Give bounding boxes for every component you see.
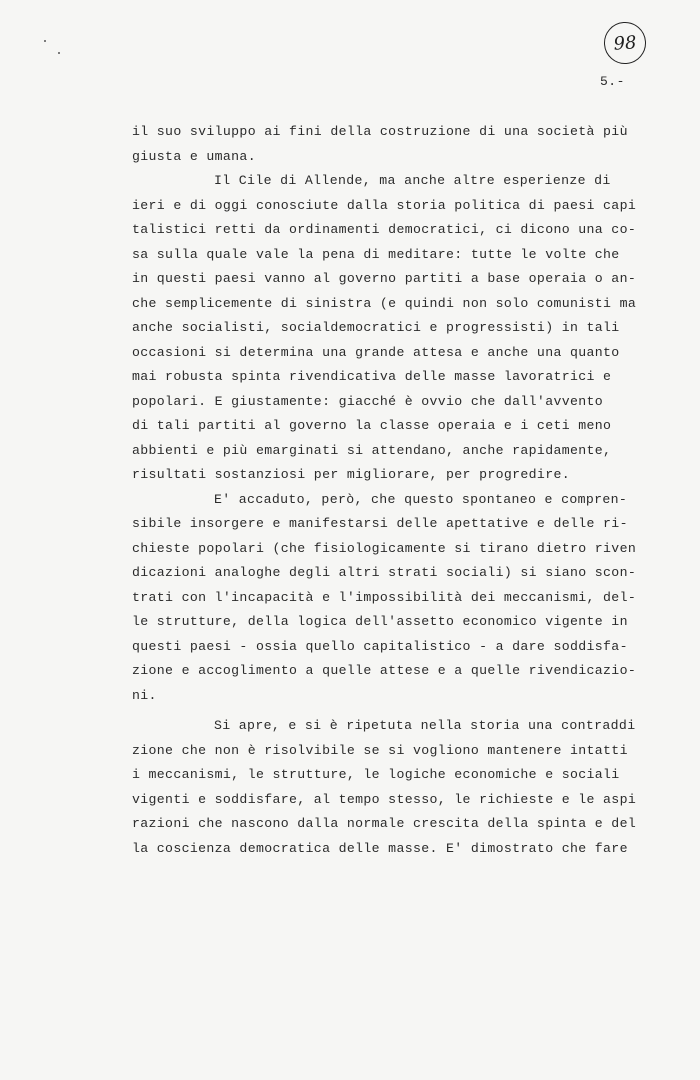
text-line: popolari. E giustamente: giacché è ovvio che dall'avvento (132, 393, 604, 409)
text-line: talistici retti da ordinamenti democratici, ci dicono una co- (132, 222, 637, 237)
text-line: ni. (132, 687, 157, 703)
typewritten-body (132, 120, 652, 861)
paragraph-4 (132, 714, 652, 861)
text-line: Il Cile di Allende, ma anche altre esperienze di (214, 173, 611, 188)
text-line: abbienti e più emarginati si attendano, anche rapidamente, (132, 442, 612, 458)
text-line: le strutture, della logica dell'assetto economico vigente in (132, 614, 628, 629)
text-line: questi paesi - ossia quello capitalistico - a dare soddisfa- (132, 638, 628, 654)
text-line: la coscienza democratica delle masse. E' dimostrato che fare (132, 840, 628, 856)
text-line: ieri e di oggi conosciute dalla storia politica di paesi capi (132, 197, 637, 213)
text-line: E' accaduto, però, che questo spontaneo e compren- (214, 491, 628, 507)
text-line: dicazioni analoghe degli altri strati sociali) si siano scon- (132, 565, 637, 580)
paragraph-2 (132, 169, 652, 488)
text-line: che semplicemente di sinistra (e quindi non solo comunisti ma (132, 295, 637, 311)
text-line: mai robusta spinta rivendicativa delle masse lavoratrici e (132, 369, 612, 384)
text-line: chieste popolari (che fisiologicamente si tirano dietro riven (132, 540, 637, 556)
text-line: zione e accoglimento a quelle attese e a quelle rivendicazio- (132, 663, 637, 678)
text-line: zione che non è risolvibile se si vogliono mantenere intatti (132, 742, 628, 758)
text-line: Si apre, e si è ripetuta nella storia una contraddi (214, 718, 636, 733)
text-line: anche socialisti, socialdemocratici e progressisti) in tali (132, 320, 620, 335)
text-line: risultati sostanziosi per migliorare, per progredire. (132, 467, 570, 482)
paragraph-3 (132, 488, 652, 709)
text-line: giusta e umana. (132, 148, 256, 164)
page-number: 5.- (600, 74, 625, 89)
paragraph-1 (132, 120, 652, 169)
folio-stamp (603, 21, 648, 66)
text-line: vigenti e soddisfare, al tempo stesso, le richieste e le aspi (132, 791, 637, 807)
scan-speck (58, 52, 60, 54)
text-line: razioni che nascono dalla normale crescita della spinta e del (132, 816, 637, 831)
folio-stamp-number: 98 (612, 31, 638, 55)
text-line: occasioni si determina una grande attesa e anche una quanto (132, 344, 620, 360)
text-line: i meccanismi, le strutture, le logiche economiche e sociali (132, 767, 620, 782)
text-line: sibile insorgere e manifestarsi delle apettative e delle ri- (132, 516, 628, 531)
text-line: di tali partiti al governo la classe operaia e i ceti meno (132, 418, 612, 433)
text-line: sa sulla quale vale la pena di meditare: tutte le volte che (132, 246, 620, 262)
scan-speck (44, 40, 46, 42)
text-line: il suo sviluppo ai fini della costruzione di una società più (132, 124, 628, 139)
text-line: trati con l'incapacità e l'impossibilità dei meccanismi, del- (132, 589, 637, 605)
text-line: in questi paesi vanno al governo partiti a base operaia o an- (132, 271, 637, 286)
